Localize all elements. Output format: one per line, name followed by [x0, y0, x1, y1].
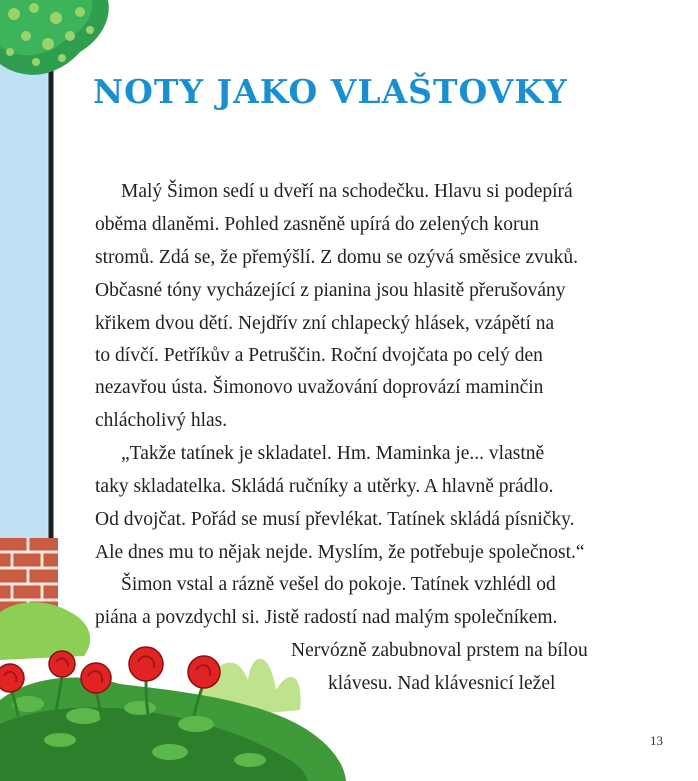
text-line: Ale dnes mu to nějak nejde. Myslím, že potřebuje společnost.“ — [95, 542, 585, 563]
text-line: nezavřou ústa. Šimonovo uvažování doprovází maminčin — [95, 377, 544, 398]
text-line: Občasné tóny vycházející z pianina jsou hlasitě přerušovány — [95, 280, 566, 301]
text-line: to dívčí. Petříkův a Petruščin. Roční dvojčata po celý den — [95, 345, 543, 366]
rose-bush-illustration — [0, 602, 346, 781]
text-line: Od dvojčat. Pořád se musí převlékat. Tatínek skládá písničky. — [95, 509, 575, 530]
text-line: „Takže tatínek je skladatel. Hm. Maminka je... vlastně — [121, 443, 545, 464]
tree-foliage-illustration — [0, 0, 109, 75]
text-line: piána a povzdychl si. Jistě radostí nad malým společníkem. — [95, 607, 558, 628]
text-line: Šimon vstal a rázně vešel do pokoje. Tatínek vzhlédl od — [121, 574, 556, 595]
text-line: stromů. Zdá se, že přemýšlí. Z domu se ozývá směsice zvuků. — [95, 247, 579, 268]
text-line: oběma dlaněmi. Pohled zasněně upírá do zelených korun — [95, 214, 540, 235]
page-title: NOTY JAKO VLAŠTOVKY — [93, 72, 568, 111]
text-line: chlácholivý hlas. — [95, 410, 228, 431]
text-line: taky skladatelka. Skládá ručníky a utěrky. A hlavně prádlo. — [95, 476, 554, 497]
window-illustration — [0, 62, 52, 540]
text-line: Nervózně zabubnoval prstem na bílou — [291, 640, 588, 661]
text-line: Malý Šimon sedí u dveří na schodečku. Hlavu si podepírá — [121, 181, 573, 202]
text-line: klávesu. Nad klávesnicí ležel — [328, 673, 556, 694]
page-number: 13 — [650, 733, 663, 748]
text-line: křikem dvou dětí. Nejdřív zní chlapecký hlásek, vzápětí na — [95, 313, 555, 334]
